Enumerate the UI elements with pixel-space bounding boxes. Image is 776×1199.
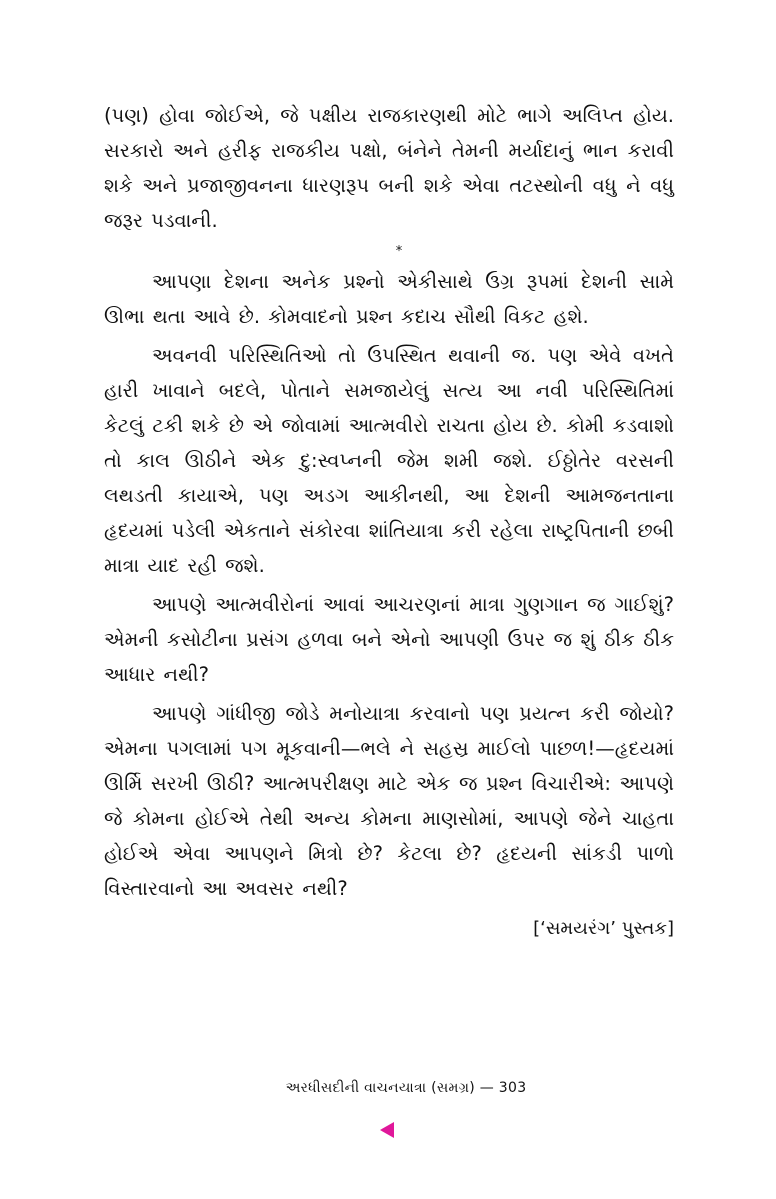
footer-text: અરધીસદીની વાચનયાત્રા (સમગ્ર) — 303 (285, 1080, 527, 1096)
source-citation: [‘સમયરંગ’ પુસ્તક] (533, 918, 674, 939)
page-footer (0, 1078, 776, 1098)
paragraph-3: અવનવી પરિસ્થિતિઓ તો ઉપસ્થિત થવાની જ. પણ એવે વખતે હારી ખાવાને બદલે, પોતાને સમજાયેલું સત્ય આ નવી પરિસ્થિતિમાં કેટલું ટકી શકે છે એ જોવામાં આત્મવીરો રાચતા હોય છે. કોમી કડવાશો તો કાલ ઊઠીને એક દુ:સ્વપ્નની જેમ શમી જશે. ઈઠ્ઠોતેર વરસની લથડતી કાયાએ, પણ અડગ આકીનથી, આ દેશની આમજનતાના હૃદયમાં પડેલી એકતાને સંકોરવા શાંતિયાત્રા કરી રહેલા રાષ્ટ્રપિતાની છબી માત્રા યાદ રહી જશે. (104, 344, 674, 577)
paragraph-1: (પણ) હોવા જોઈએ, જે પક્ષીય રાજકારણથી મોટે ભાગે અલિપ્ત હોય. સરકારો અને હરીફ રાજકીય પક્ષો, બંનેને તેમની મર્યાદાનું ભાન કરાવી શકે અને પ્રજાજીવનના ધારણરૂપ બની શકે એવા તટસ્થોની વધુ ને વધુ જરૂર પડવાની. (104, 104, 674, 232)
page-body (104, 98, 674, 944)
section-separator: * (395, 244, 403, 259)
previous-page-arrow-icon[interactable] (380, 1122, 394, 1138)
paragraph-2: આપણા દેશના અનેક પ્રશ્નો એકીસાથે ઉગ્ર રૂપમાં દેશની સામે ઊભા થતા આવે છે. કોમવાદનો પ્રશ્ન કદાચ સૌથી વિકટ હશે. (104, 270, 674, 328)
paragraph-5: આપણે ગાંધીજી જોડે મનોયાત્રા કરવાનો પણ પ્રયત્ન કરી જોયો? એમના પગલામાં પગ મૂકવાની—ભલે ને સહસ્ર માઈલો પાછળ!—હૃદયમાં ઊર્મિ સરખી ઊઠી? આત્મપરીક્ષણ માટે એક જ પ્રશ્ન વિચારીએ: આપણે જે કોમના હોઈએ તેથી અન્ય કોમના માણસોમાં, આપણે જેને ચાહતા હોઈએ એવા આપણને મિત્રો છે? કેટલા છે? હૃદયની સાંકડી પાળો વિસ્તારવાનો આ અવસર નથી? (104, 702, 674, 900)
paragraph-4: આપણે આત્મવીરોનાં આવાં આચરણનાં માત્રા ગુણગાન જ ગાઈશું? એમની કસોટીના પ્રસંગ હળવા બને એનો આપણી ઉપર જ શું ઠીક ઠીક આધાર નથી? (104, 593, 674, 686)
